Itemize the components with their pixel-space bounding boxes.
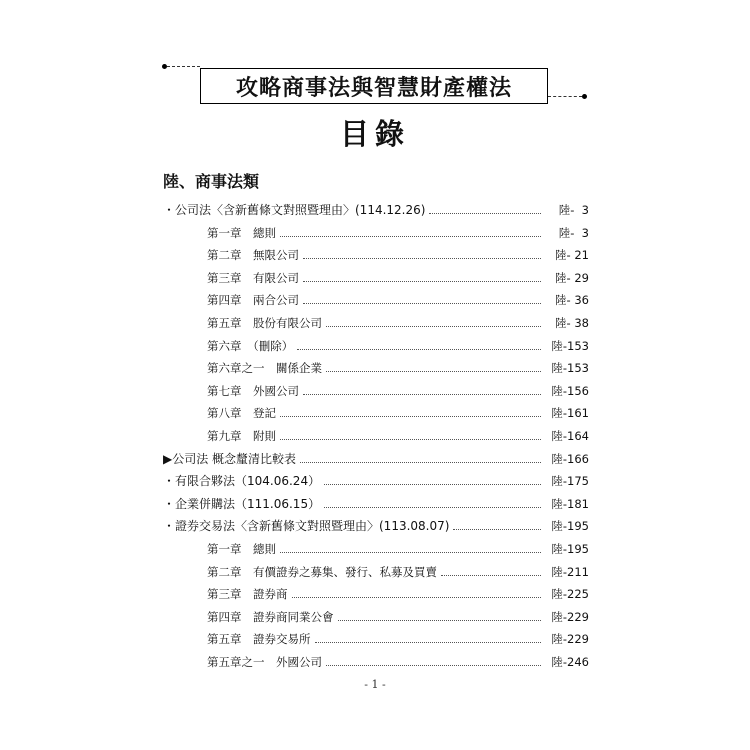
toc-page-number: 陸- 21 (555, 248, 589, 262)
dot-leader (326, 665, 541, 666)
banner-dash-right (548, 96, 582, 97)
toc-page-number: 陸- 3 (558, 203, 589, 217)
toc-subentry (207, 558, 589, 580)
toc-subentry (207, 625, 589, 647)
toc-subentry (207, 332, 589, 354)
toc-entry-label: 第五章 證券交易所 (207, 632, 311, 646)
dot-leader (303, 303, 541, 304)
toc-subentry (207, 309, 589, 331)
toc-page-number: 陸- 29 (555, 271, 589, 285)
toc-page-number: 陸-153 (551, 339, 589, 353)
toc-subentry (207, 219, 589, 241)
toc-entry-label: 第九章 附則 (207, 429, 276, 443)
toc-entry-label: 第四章 兩合公司 (207, 293, 299, 307)
toc-entry-label: 第七章 外國公司 (207, 384, 299, 398)
toc-subentry (207, 648, 589, 670)
dot-leader (303, 281, 541, 282)
toc-entry (163, 467, 589, 489)
toc-subentry (207, 422, 589, 444)
toc-page-number: 陸-195 (551, 542, 589, 556)
toc-entry-label: 第三章 證券商 (207, 587, 288, 601)
dot-leader (303, 258, 541, 259)
dot-leader (441, 575, 541, 576)
toc-subentry (207, 264, 589, 286)
banner-title: 攻略商事法與智慧財產權法 (235, 74, 512, 101)
toc-page-number: 陸- 38 (555, 316, 589, 330)
dot-leader (280, 236, 541, 237)
toc-entry-label: 第四章 證券商同業公會 (207, 610, 334, 624)
toc-entry-label: 第一章 總則 (207, 542, 276, 556)
toc-page-number: 陸- 3 (558, 226, 589, 240)
section-heading: 陸、商事法類 (163, 172, 260, 191)
banner-dot-right (582, 94, 587, 99)
toc-page-number: 陸- 36 (555, 293, 589, 307)
toc-entry-label: 第五章之一 外國公司 (207, 655, 322, 669)
toc-entry-label: ・企業併購法（111.06.15） (163, 497, 321, 511)
page-number: - 1 - (364, 678, 386, 691)
dot-leader (297, 349, 541, 350)
document-title: 目錄 (339, 117, 410, 151)
toc-entry-label: 第五章 股份有限公司 (207, 316, 322, 330)
toc-subentry (207, 603, 589, 625)
toc-page-number: 陸-225 (551, 587, 589, 601)
dot-leader (324, 507, 541, 508)
toc-page-number: 陸-175 (551, 474, 589, 488)
dot-leader (429, 213, 541, 214)
dot-leader (326, 326, 541, 327)
dot-leader (338, 620, 542, 621)
dot-leader (292, 597, 542, 598)
toc-entry-label: 第二章 無限公司 (207, 248, 299, 262)
toc-page-number: 陸-153 (551, 361, 589, 375)
toc-entry (163, 445, 589, 467)
dot-leader (300, 462, 541, 463)
toc-entry-label: 第三章 有限公司 (207, 271, 299, 285)
toc-entry-label: ・證券交易法〈含新舊條文對照暨理由〉(113.08.07) (163, 519, 450, 533)
toc-page-number: 陸-164 (551, 429, 589, 443)
toc-page-number: 陸-229 (551, 610, 589, 624)
toc-entry-label: ・有限合夥法（104.06.24） (163, 474, 321, 488)
dot-leader (324, 484, 541, 485)
dot-leader (326, 371, 541, 372)
toc-page-number: 陸-246 (551, 655, 589, 669)
toc-subentry (207, 535, 589, 557)
toc-page-number: 陸-156 (551, 384, 589, 398)
toc-entry (163, 490, 589, 512)
toc-subentry (207, 241, 589, 263)
toc-subentry (207, 399, 589, 421)
dot-leader (303, 394, 541, 395)
toc-entry-label: ・公司法〈含新舊條文對照暨理由〉(114.12.26) (163, 203, 426, 217)
toc-page-number: 陸-211 (551, 565, 589, 579)
toc-page-number: 陸-161 (551, 406, 589, 420)
toc-entry-label: 第八章 登記 (207, 406, 276, 420)
toc-entry-label: 第六章 （刪除） (207, 339, 294, 353)
toc-page-number: 陸-195 (551, 519, 589, 533)
toc-page-number: 陸-166 (551, 452, 589, 466)
dot-leader (315, 642, 542, 643)
toc-entry (163, 196, 589, 218)
toc-entry-label: ▶公司法 概念釐清比較表 (163, 452, 297, 466)
toc-subentry (207, 377, 589, 399)
dot-leader (280, 552, 541, 553)
toc-subentry (207, 286, 589, 308)
toc-entry-label: 第二章 有價證券之募集、發行、私募及買賣 (207, 565, 437, 579)
toc-entry-label: 第六章之一 關係企業 (207, 361, 322, 375)
toc-subentry (207, 580, 589, 602)
toc-subentry (207, 354, 589, 376)
dot-leader (280, 416, 541, 417)
toc-entry (163, 512, 589, 534)
dot-leader (453, 529, 541, 530)
toc-page-number: 陸-181 (551, 497, 589, 511)
banner-dash-left (167, 66, 200, 67)
toc-entry-label: 第一章 總則 (207, 226, 276, 240)
dot-leader (280, 439, 541, 440)
banner-box (200, 68, 548, 104)
toc-page-number: 陸-229 (551, 632, 589, 646)
